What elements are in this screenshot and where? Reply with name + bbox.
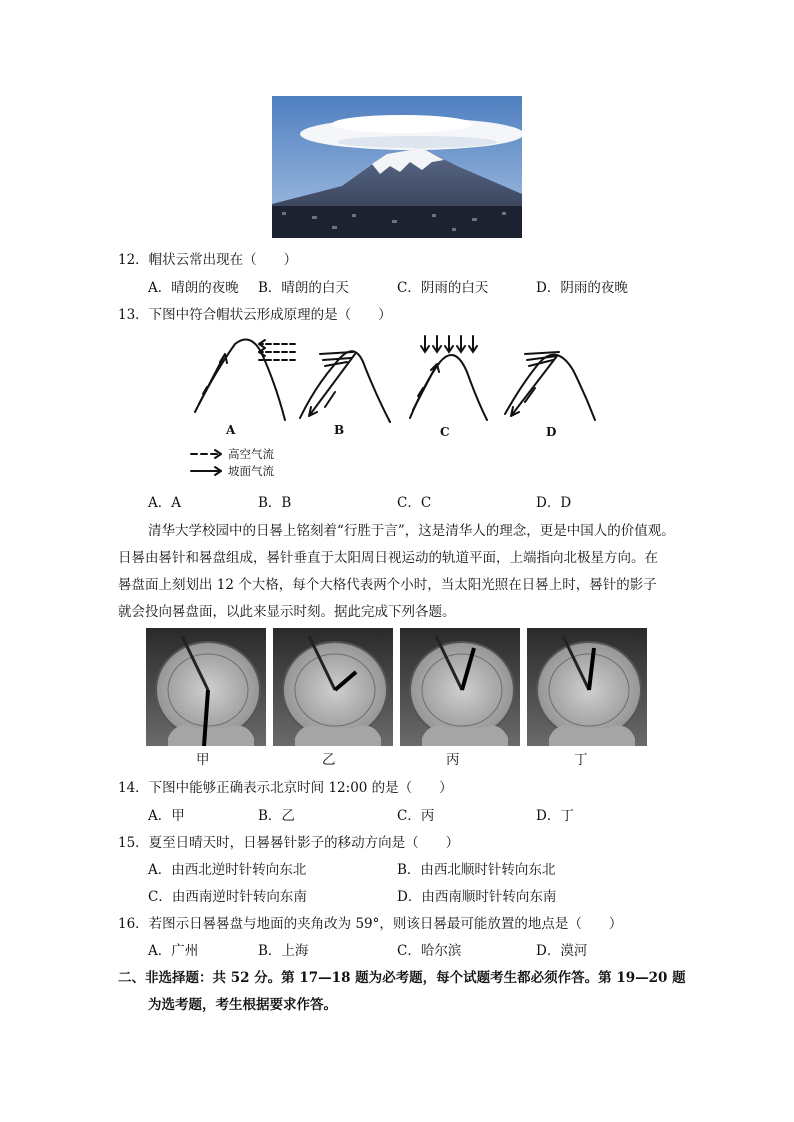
q12-option-d[interactable]: D．阴雨的夜晚 — [536, 280, 628, 296]
q16-stem: 16．若图示日晷晷盘与地面的夹角改为 59°，则该日晷最可能放置的地点是（ ） — [118, 916, 623, 932]
q13-stem: 13．下图中符合帽状云形成原理的是（ ） — [118, 307, 392, 323]
q12-option-c[interactable]: C．阴雨的白天 — [397, 280, 489, 296]
q14-option-c[interactable]: C．丙 — [397, 808, 435, 824]
q13-option-c[interactable]: C．C — [397, 495, 432, 511]
legend-high-altitude-airflow: 高空气流 — [228, 447, 274, 461]
sundial-photos — [146, 628, 648, 768]
q14-stem: 14．下图中能够正确表示北京时间 12:00 的是（ ） — [118, 780, 453, 796]
section2-heading-line-1: 二、非选择题：共 52 分。第 17—18 题为必考题，每个试题考生都必须作答。第 19—20 题 — [118, 970, 686, 986]
q16-option-c[interactable]: C．哈尔滨 — [397, 943, 462, 959]
sundial-label-yi: 乙 — [322, 752, 336, 768]
mountain-c — [410, 355, 487, 420]
q12-option-a[interactable]: A．晴朗的夜晚 — [148, 280, 239, 296]
q15-option-a[interactable]: A．由西北逆时针转向东北 — [148, 862, 307, 878]
section2-heading-line-2: 为选考题，考生根据要求作答。 — [148, 997, 337, 1013]
passage-line-3: 晷盘面上刻划出 12 个大格，每个大格代表两个小时，当太阳光照在日晷上时，晷针的影子 — [118, 577, 657, 593]
q13-option-b[interactable]: B．B — [258, 495, 292, 511]
q12-option-b[interactable]: B．晴朗的白天 — [258, 280, 349, 296]
passage-line-1: 清华大学校园中的日晷上铭刻着“行胜于言”，这是清华人的理念，更是中国人的价值观。 — [148, 523, 675, 539]
cap-cloud-photo — [272, 96, 522, 238]
q15-option-c[interactable]: C．由西南逆时针转向东南 — [148, 889, 307, 905]
q16-option-b[interactable]: B．上海 — [258, 943, 309, 959]
q13-option-d[interactable]: D．D — [536, 495, 572, 511]
q16-option-a[interactable]: A．广州 — [148, 943, 199, 959]
q14-option-b[interactable]: B．乙 — [258, 808, 295, 824]
sundial-label-jia: 甲 — [196, 752, 210, 768]
sundial-label-bing: 丙 — [446, 752, 460, 768]
q14-option-d[interactable]: D．丁 — [536, 808, 574, 824]
passage-line-4: 就会投向晷盘面，以此来显示时刻。据此完成下列各题。 — [118, 604, 456, 620]
q15-stem: 15．夏至日晴天时，日晷晷针影子的移动方向是（ ） — [118, 835, 460, 851]
q15-option-b[interactable]: B．由西北顺时针转向东北 — [397, 862, 556, 878]
q12-stem: 12．帽状云常出现在（ ） — [118, 252, 298, 268]
diagram-label-a: A — [226, 423, 236, 437]
q14-option-a[interactable]: A．甲 — [148, 808, 185, 824]
q13-option-a[interactable]: A．A — [148, 495, 181, 511]
legend-slope-airflow: 坡面气流 — [228, 464, 274, 478]
q15-option-d[interactable]: D．由西南顺时针转向东南 — [397, 889, 557, 905]
passage-line-2: 日晷由晷针和晷盘组成，晷针垂直于太阳周日视运动的轨道平面，上端指向北极星方向。在 — [118, 550, 658, 566]
q16-option-d[interactable]: D．漠河 — [536, 943, 588, 959]
diagram-label-d: D — [546, 425, 557, 439]
diagram-label-b: B — [334, 423, 345, 437]
sundial-label-ding: 丁 — [574, 752, 588, 768]
diagram-label-c: C — [440, 425, 450, 439]
